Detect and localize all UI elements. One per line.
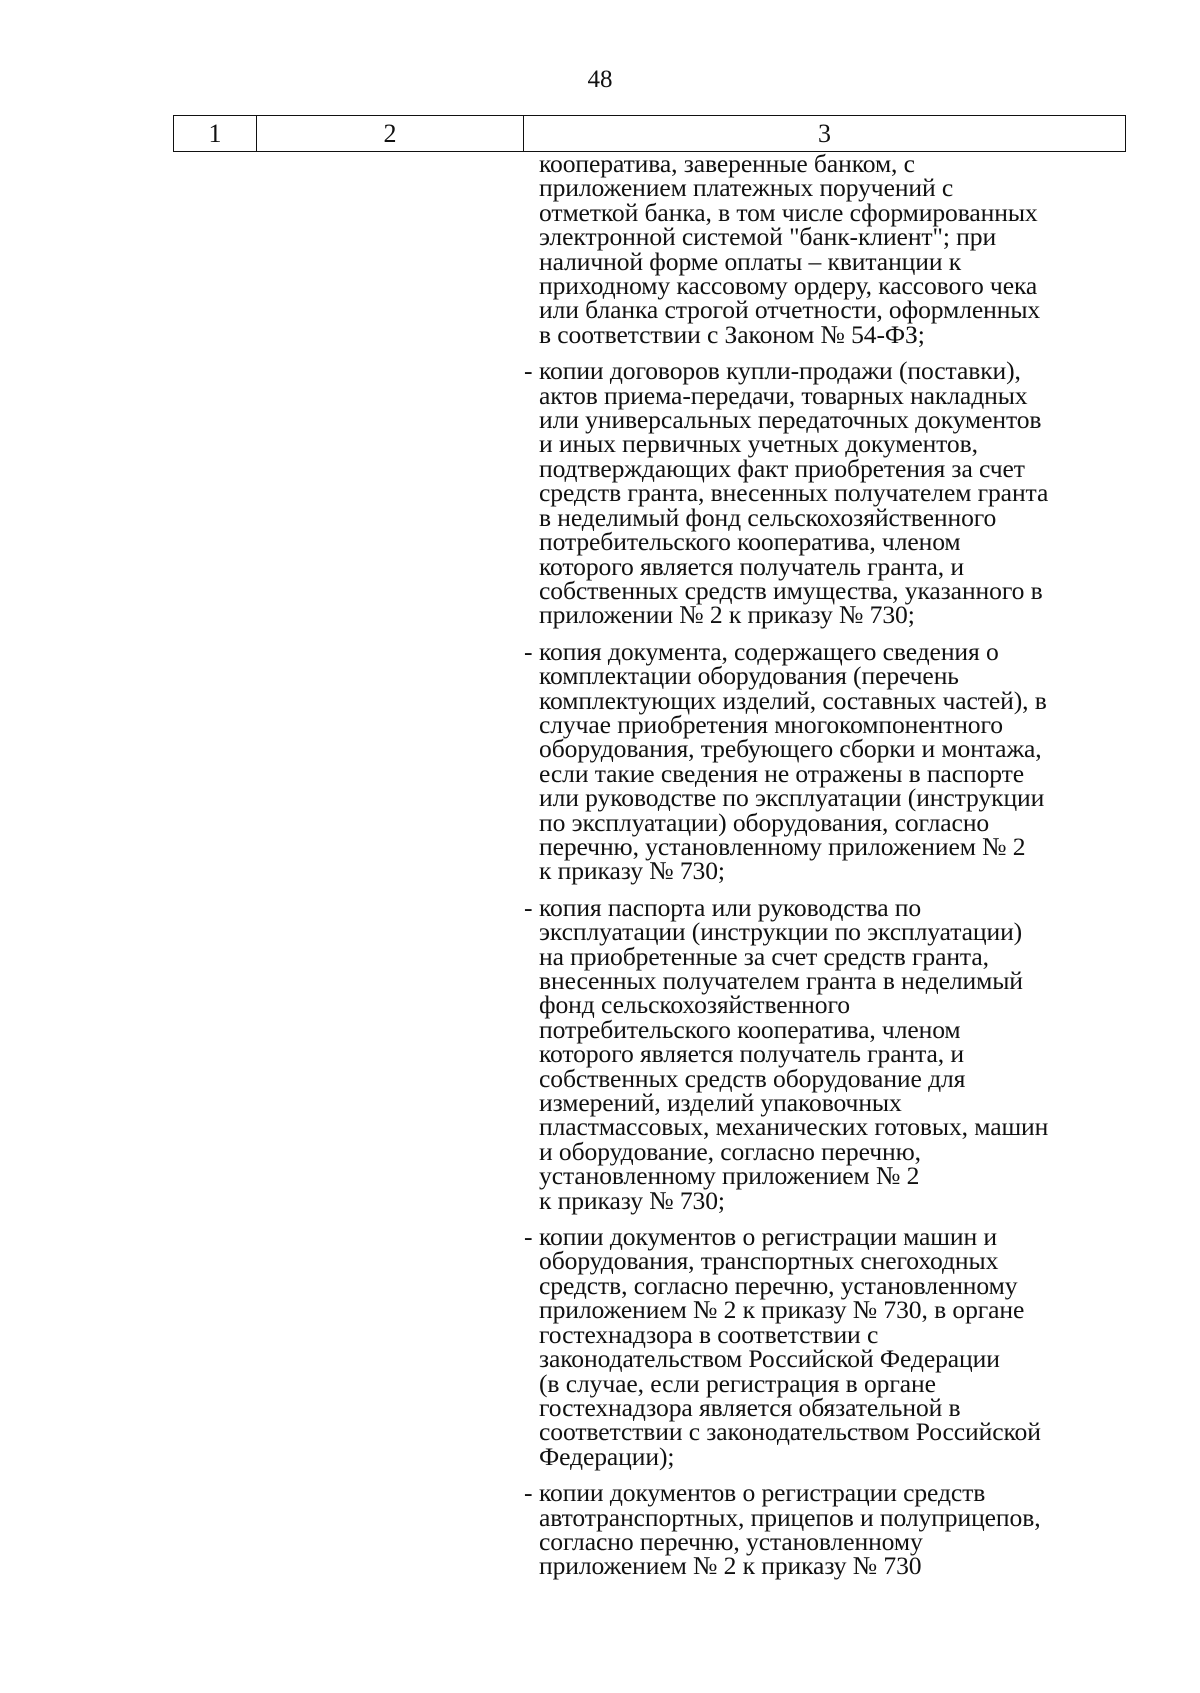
- text-line: потребительского кооператива, членом: [539, 527, 961, 557]
- text-line: в соответствии с Законом № 54-ФЗ;: [539, 319, 925, 349]
- text-line: случае приобретения многокомпонентного: [539, 709, 1003, 739]
- text-line: эксплуатации (инструкции по эксплуатации): [539, 917, 1023, 947]
- text-line: и иных первичных учетных документов,: [539, 429, 978, 459]
- text-line: приложении № 2 к приказу № 730;: [539, 600, 915, 630]
- page-number: 48: [587, 66, 613, 93]
- text-line: собственных средств оборудование для: [539, 1063, 966, 1093]
- text-line: установленному приложением № 2: [539, 1161, 920, 1191]
- text-line: приложением платежных поручений с: [539, 173, 954, 203]
- text-line: законодательством Российской Федерации: [539, 1344, 1000, 1374]
- text-line: по эксплуатации) оборудования, согласно: [539, 807, 990, 837]
- column-3-content: [524, 149, 1134, 1581]
- text-line: и оборудование, согласно перечню,: [539, 1136, 921, 1166]
- text-line: или бланка строгой отчетности, оформленных: [539, 295, 1041, 325]
- text-line: комплектации оборудования (перечень: [539, 661, 959, 691]
- text-line: фонд сельскохозяйственного: [539, 990, 850, 1020]
- text-line: к приказу № 730;: [539, 1185, 725, 1215]
- text-line: - копия паспорта или руководства по: [539, 892, 922, 922]
- text-line: кооператива, заверенные банком, с: [539, 149, 915, 178]
- text-line: собственных средств имущества, указанного в: [539, 575, 1043, 605]
- text-line: оборудования, требующего сборки и монтажа,: [539, 734, 1042, 764]
- column-header-2: 2: [257, 116, 524, 152]
- text-line: приложением № 2 к приказу № 730: [539, 1551, 922, 1581]
- list-item: [524, 356, 1134, 630]
- text-line: к приказу № 730;: [539, 856, 725, 886]
- text-line: электронной системой "банк-клиент"; при: [539, 222, 997, 252]
- list-item: [524, 892, 1134, 1215]
- list-item: [524, 636, 1134, 886]
- text-line: соответствии с законодательством Российской: [539, 1417, 1041, 1447]
- text-line: или руководстве по эксплуатации (инструкции: [539, 783, 1045, 813]
- text-line: подтверждающих факт приобретения за счет: [539, 453, 1025, 483]
- text-line: - копии документов о регистрации средств: [539, 1478, 986, 1508]
- text-line: - копия документа, содержащего сведения о: [539, 636, 999, 666]
- text-line: средств гранта, внесенных получателем гранта: [539, 478, 1049, 508]
- text-line: потребительского кооператива, членом: [539, 1014, 961, 1044]
- column-header-row: [174, 116, 1126, 152]
- text-line: комплектующих изделий, составных частей), в: [539, 685, 1047, 715]
- text-line: Федерации);: [539, 1441, 675, 1471]
- text-line: которого является получатель гранта, и: [539, 1039, 964, 1069]
- text-line: (в случае, если регистрация в органе: [539, 1368, 936, 1398]
- text-line: если такие сведения не отражены в паспорте: [539, 758, 1024, 788]
- text-line: в неделимый фонд сельскохозяйственного: [539, 502, 997, 532]
- text-line: приходному кассовому ордеру, кассового чека: [539, 271, 1038, 301]
- text-line: отметкой банка, в том числе сформированных: [539, 197, 1038, 227]
- text-line: - копии документов о регистрации машин и: [539, 1222, 997, 1252]
- text-line: приложением № 2 к приказу № 730, в органе: [539, 1295, 1025, 1325]
- text-line: автотранспортных, прицепов и полуприцепов,: [539, 1502, 1041, 1532]
- text-line: измерений, изделий упаковочных: [539, 1088, 902, 1118]
- text-line: внесенных получателем гранта в неделимый: [539, 966, 1023, 995]
- text-line: согласно перечню, установленному: [539, 1526, 923, 1556]
- text-line: средств, согласно перечню, установленному: [539, 1270, 1018, 1300]
- text-line: перечню, установленному приложением № 2: [539, 831, 1026, 861]
- column-header-table: [173, 115, 1126, 152]
- text-line: актов приема-передачи, товарных накладных: [539, 380, 1028, 410]
- list-item: [524, 1478, 1134, 1581]
- text-line: которого является получатель гранта, и: [539, 551, 964, 581]
- text-line: на приобретенные за счет средств гранта,: [539, 941, 989, 971]
- text-line: гостехнадзора является обязательной в: [539, 1392, 961, 1422]
- text-line: гостехнадзора в соответствии с: [539, 1319, 879, 1349]
- continued-text: [524, 149, 1134, 349]
- text-line: или универсальных передаточных документов: [539, 405, 1042, 435]
- text-line: пластмассовых, механических готовых, машин: [539, 1112, 1049, 1142]
- list-item: [524, 1222, 1134, 1471]
- column-header-1: 1: [174, 116, 257, 152]
- text-line: - копии договоров купли-продажи (поставки),: [539, 356, 1021, 386]
- text-line: оборудования, транспортных снегоходных: [539, 1246, 999, 1276]
- column-header-3: 3: [524, 116, 1126, 152]
- text-line: наличной форме оплаты – квитанции к: [539, 246, 962, 276]
